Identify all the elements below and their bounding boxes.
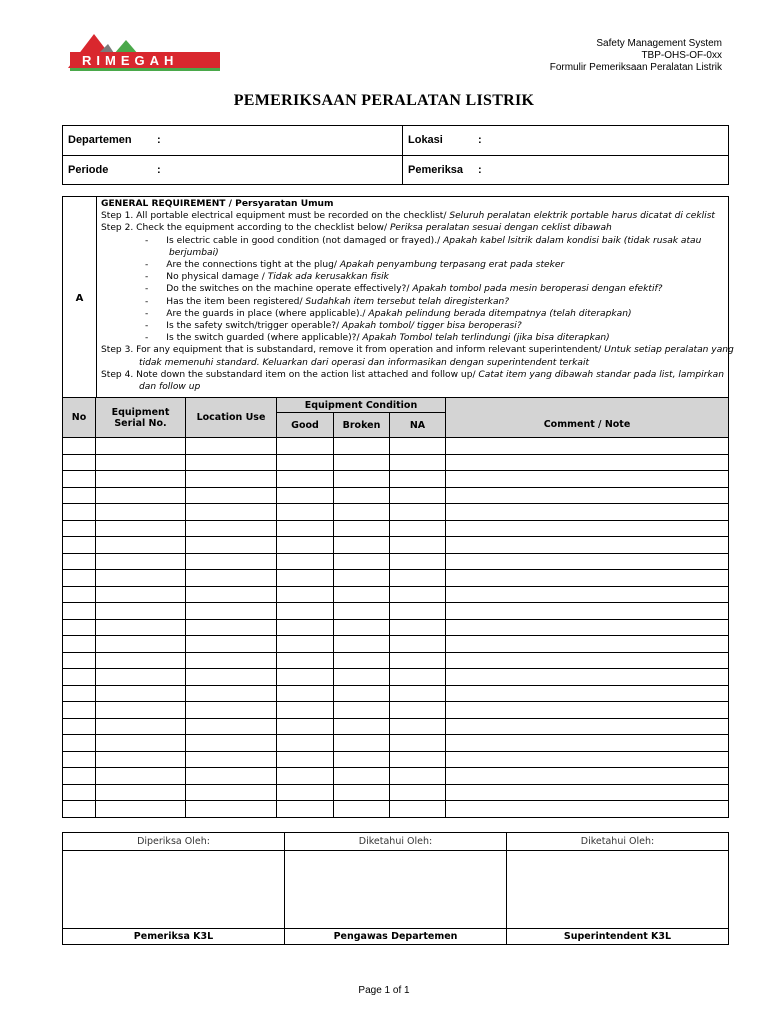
table-cell[interactable] [277, 454, 334, 471]
pemeriksa-colon: : [478, 164, 482, 176]
table-cell[interactable] [334, 768, 390, 785]
table-cell[interactable] [96, 784, 186, 801]
table-cell[interactable] [390, 487, 446, 504]
table-cell[interactable] [186, 669, 277, 686]
table-cell[interactable] [63, 718, 96, 735]
table-cell[interactable] [63, 520, 96, 537]
step-3: Step 3. For any equipment that is substandard, remove it from operation and inform relevant superintendent/ Untuk setiap peralatan yang [101, 345, 734, 356]
checklist-item: - Do the switches on the machine operate effectively?/ Apakah tombol pada mesin beroperasi dengan efektif? [145, 284, 663, 295]
table-cell[interactable] [390, 586, 446, 603]
table-cell[interactable] [96, 454, 186, 471]
table-cell[interactable] [334, 784, 390, 801]
table-row [63, 636, 729, 653]
table-cell[interactable] [186, 553, 277, 570]
table-cell[interactable] [390, 537, 446, 554]
checklist-item: - Is electric cable in good condition (not damaged or frayed)./ Apakah kabel lsitrik dalam kondisi baik (tidak rusak atau [145, 235, 702, 246]
known-by-label-2: Diketahui Oleh: [507, 833, 729, 851]
periode-colon: : [157, 164, 161, 176]
table-cell[interactable] [186, 454, 277, 471]
table-cell[interactable] [334, 669, 390, 686]
table-row [63, 504, 729, 521]
table-cell[interactable] [277, 570, 334, 587]
table-row [63, 454, 729, 471]
table-cell[interactable] [334, 586, 390, 603]
table-row [63, 669, 729, 686]
table-row [63, 487, 729, 504]
table-cell[interactable] [186, 570, 277, 587]
table-cell[interactable] [334, 702, 390, 719]
table-cell[interactable] [96, 801, 186, 818]
table-cell[interactable] [334, 454, 390, 471]
document-code: TBP-OHS-OF-0xx [641, 50, 722, 61]
table-cell[interactable] [96, 586, 186, 603]
table-cell[interactable] [186, 471, 277, 488]
table-cell[interactable] [390, 603, 446, 620]
requirements-heading: GENERAL REQUIREMENT / Persyaratan Umum [101, 199, 334, 209]
table-cell[interactable] [334, 735, 390, 752]
table-row [63, 702, 729, 719]
table-cell[interactable] [96, 685, 186, 702]
table-cell[interactable] [390, 718, 446, 735]
checklist-item: - Are the guards in place (where applicable)./ Apakah pelindung berada ditempatnya (telah diterapkan) [145, 308, 632, 319]
table-cell[interactable] [277, 801, 334, 818]
table-row [63, 586, 729, 603]
table-cell[interactable] [446, 784, 729, 801]
signature-box-3[interactable] [507, 851, 729, 929]
signature-table [62, 832, 729, 945]
table-cell[interactable] [390, 504, 446, 521]
periode-label: Periode [68, 164, 109, 176]
table-cell[interactable] [334, 553, 390, 570]
table-cell[interactable] [277, 751, 334, 768]
table-cell[interactable] [96, 718, 186, 735]
requirements-section [62, 196, 734, 398]
table-row [63, 801, 729, 818]
table-cell[interactable] [334, 487, 390, 504]
system-name: Safety Management System [596, 38, 722, 49]
table-cell[interactable] [186, 487, 277, 504]
company-logo [64, 28, 222, 76]
table-cell[interactable] [390, 520, 446, 537]
lokasi-colon: : [478, 134, 482, 146]
table-cell[interactable] [96, 487, 186, 504]
table-cell[interactable] [446, 487, 729, 504]
table-cell[interactable] [390, 438, 446, 455]
table-cell[interactable] [96, 669, 186, 686]
table-row [63, 471, 729, 488]
table-cell[interactable] [186, 537, 277, 554]
table-cell[interactable] [63, 735, 96, 752]
table-cell[interactable] [63, 685, 96, 702]
table-cell[interactable] [334, 619, 390, 636]
table-cell[interactable] [186, 768, 277, 785]
table-cell[interactable] [186, 735, 277, 752]
departemen-label: Departemen [68, 134, 132, 146]
info-box [62, 125, 729, 185]
table-cell[interactable] [334, 751, 390, 768]
table-cell[interactable] [96, 735, 186, 752]
table-cell[interactable] [63, 454, 96, 471]
table-cell[interactable] [446, 768, 729, 785]
table-cell[interactable] [446, 751, 729, 768]
table-cell[interactable] [63, 768, 96, 785]
departemen-colon: : [157, 134, 161, 146]
table-cell[interactable] [390, 702, 446, 719]
table-cell[interactable] [63, 751, 96, 768]
step-4: Step 4. Note down the substandard item on the action list attached and follow up/ Catat item yang dibawah standar pada list, lampirkan [101, 369, 724, 380]
table-cell[interactable] [446, 520, 729, 537]
table-cell[interactable] [96, 537, 186, 554]
table-cell[interactable] [277, 652, 334, 669]
table-cell[interactable] [63, 636, 96, 653]
table-cell[interactable] [334, 537, 390, 554]
table-cell[interactable] [186, 652, 277, 669]
table-cell[interactable] [186, 520, 277, 537]
table-cell[interactable] [96, 438, 186, 455]
table-cell[interactable] [277, 685, 334, 702]
col-no: No [63, 398, 96, 438]
table-cell[interactable] [334, 636, 390, 653]
table-cell[interactable] [390, 669, 446, 686]
table-cell[interactable] [446, 718, 729, 735]
table-cell[interactable] [390, 801, 446, 818]
signature-box-1[interactable] [63, 851, 285, 929]
table-row [63, 751, 729, 768]
section-letter: A [75, 293, 84, 304]
table-row [63, 718, 729, 735]
equipment-table [62, 397, 729, 818]
table-cell[interactable] [277, 619, 334, 636]
table-cell[interactable] [63, 504, 96, 521]
table-cell[interactable] [390, 553, 446, 570]
table-cell[interactable] [186, 718, 277, 735]
table-cell[interactable] [334, 438, 390, 455]
table-cell[interactable] [96, 768, 186, 785]
form-name: Formulir Pemeriksaan Peralatan Listrik [549, 62, 722, 73]
table-row [63, 784, 729, 801]
table-cell[interactable] [186, 751, 277, 768]
table-cell[interactable] [96, 553, 186, 570]
table-cell[interactable] [186, 784, 277, 801]
table-cell[interactable] [390, 636, 446, 653]
table-cell[interactable] [390, 619, 446, 636]
table-cell[interactable] [96, 504, 186, 521]
table-cell[interactable] [446, 471, 729, 488]
table-row [63, 735, 729, 752]
col-location: Location Use [186, 398, 277, 438]
document-header [550, 38, 722, 74]
table-cell[interactable] [277, 487, 334, 504]
table-cell[interactable] [277, 768, 334, 785]
table-cell[interactable] [63, 652, 96, 669]
table-row [63, 685, 729, 702]
table-cell[interactable] [277, 603, 334, 620]
table-cell[interactable] [277, 520, 334, 537]
table-cell[interactable] [334, 652, 390, 669]
table-cell[interactable] [186, 702, 277, 719]
table-cell[interactable] [63, 553, 96, 570]
table-cell[interactable] [96, 471, 186, 488]
table-cell[interactable] [446, 801, 729, 818]
table-cell[interactable] [334, 801, 390, 818]
page-number: Page 1 of 1 [358, 985, 410, 996]
table-row [63, 619, 729, 636]
table-cell[interactable] [96, 636, 186, 653]
col-serial: Equipment Serial No. [96, 398, 186, 438]
table-cell[interactable] [390, 471, 446, 488]
table-cell[interactable] [277, 438, 334, 455]
col-comment-top [446, 398, 729, 413]
table-row [63, 537, 729, 554]
table-cell[interactable] [390, 454, 446, 471]
table-row [63, 603, 729, 620]
col-good: Good [277, 413, 334, 438]
table-cell[interactable] [390, 685, 446, 702]
table-cell[interactable] [186, 603, 277, 620]
table-cell[interactable] [446, 537, 729, 554]
table-cell[interactable] [63, 487, 96, 504]
table-cell[interactable] [334, 471, 390, 488]
table-row [63, 768, 729, 785]
table-cell[interactable] [446, 603, 729, 620]
col-na: NA [390, 413, 446, 438]
table-cell[interactable] [63, 669, 96, 686]
step-1: Step 1. All portable electrical equipment must be recorded on the checklist/ Seluruh peralatan elektrik portable harus dicatat di ceklist [101, 211, 716, 222]
role-pemeriksa: Pemeriksa K3L [63, 929, 285, 945]
table-cell[interactable] [63, 702, 96, 719]
table-cell[interactable] [63, 603, 96, 620]
table-cell[interactable] [277, 636, 334, 653]
table-cell[interactable] [446, 685, 729, 702]
table-cell[interactable] [63, 471, 96, 488]
table-cell[interactable] [96, 751, 186, 768]
table-cell[interactable] [334, 504, 390, 521]
signature-box-2[interactable] [285, 851, 507, 929]
col-broken: Broken [334, 413, 390, 438]
table-cell[interactable] [390, 652, 446, 669]
page-title: PEMERIKSAAN PERALATAN LISTRIK [233, 92, 535, 109]
table-cell[interactable] [63, 801, 96, 818]
table-cell[interactable] [277, 702, 334, 719]
table-cell[interactable] [446, 553, 729, 570]
table-cell[interactable] [390, 768, 446, 785]
checklist-item: - Has the item been registered/ Sudahkah item tersebut telah diregisterkan? [145, 296, 510, 307]
checklist-item: - Is the switch guarded (where applicable)?/ Apakah Tombol telah terlindungi (jika bisa diterapkan) [145, 333, 610, 344]
table-cell[interactable] [334, 570, 390, 587]
checklist-items: - Is electric cable in good condition (not damaged or frayed)./ Apakah kabel lsitrik dalam kondisi baik (tidak rusak atau berjumbai) - Are the connections tight at the plug/ Apakah penyambung terpasang erat pada steker - No physical damage / Tidak ada kerusakkan fisik - Do the switches on the machine operate effectively?/ Apakah tombol pada mesin beroperasi dengan efektif? - Has the item been registered/ Sudahkah item tersebut telah diregisterkan? - Are the guards in place (where applicable)./ Apakah pelindung berada ditempatnya (telah diterapkan) - Is the safety switch/trigger operable?/ Apakah tombol/ tigger bisa beroperasi? - Is the switch guarded (where applicable)?/ Apakah Tombol telah terlindungi (jika bisa diterapkan) [101, 235, 724, 345]
table-row [63, 438, 729, 455]
table-cell[interactable] [334, 718, 390, 735]
table-cell[interactable] [390, 735, 446, 752]
table-cell[interactable] [96, 520, 186, 537]
table-row [63, 553, 729, 570]
table-cell[interactable] [96, 570, 186, 587]
table-cell[interactable] [96, 603, 186, 620]
table-cell[interactable] [96, 702, 186, 719]
table-cell[interactable] [446, 570, 729, 587]
table-cell[interactable] [96, 652, 186, 669]
table-cell[interactable] [277, 784, 334, 801]
table-row [63, 570, 729, 587]
checklist-item: - Are the connections tight at the plug/ Apakah penyambung terpasang erat pada steker [145, 260, 565, 271]
known-by-label-1: Diketahui Oleh: [285, 833, 507, 851]
table-cell[interactable] [446, 586, 729, 603]
table-cell[interactable] [277, 553, 334, 570]
table-cell[interactable] [186, 801, 277, 818]
table-cell[interactable] [446, 619, 729, 636]
requirements-text: GENERAL REQUIREMENT / Persyaratan Umum Step 1. All portable electrical equipment must be recorded on the checklist/ Seluruh peralatan elektrik portable harus dicatat di ceklist Step 2. Check the equipment according to the checklist below/ Periksa peralatan sesuai dengan ceklist dibawah - Is electric cable in good condition (not damaged or frayed)./ Apakah kabel lsitrik dalam kondisi baik (tidak rusak atau berjumbai) - Are the connections tight at the plug/ Apakah penyambung terpasang erat pada steker - No physical damage / Tidak ada kerusakkan fisik - Do the switches on the machine operate effectively?/ Apakah tombol pada mesin beroperasi dengan efektif? - Has the item been registered/ Sudahkah item tersebut telah diregisterkan? - Are the guards in place (where applicable)./ Apakah pelindung berada ditempatnya (telah diterapkan) - Is the safety switch/trigger operable?/ Apakah tombol/ tigger bisa beroperasi? - Is the switch guarded (where applicable)?/ Apakah Tombol telah terlindungi (jika bisa diterapkan) Step 3. For any equipment that is substandard, remove it from operation and inform relevant superintendent/ Untuk setiap peralatan yang tidak memenuhi standard. Keluarkan dari operasi dan informasikan dengan superintendent terkait Step 4. Note down the substandard item on the action list attached and follow up/ Catat item yang dibawah standar pada list, lampirkan dan follow up [101, 199, 734, 393]
table-cell[interactable] [186, 586, 277, 603]
table-cell[interactable] [277, 735, 334, 752]
checklist-item: - No physical damage / Tidak ada kerusakkan fisik [145, 272, 389, 283]
table-cell[interactable] [186, 685, 277, 702]
table-cell[interactable] [334, 603, 390, 620]
table-cell[interactable] [186, 636, 277, 653]
lokasi-label: Lokasi [408, 134, 443, 146]
table-cell[interactable] [277, 586, 334, 603]
table-row [63, 652, 729, 669]
table-cell[interactable] [277, 669, 334, 686]
table-cell[interactable] [277, 471, 334, 488]
table-cell[interactable] [63, 784, 96, 801]
table-cell[interactable] [63, 537, 96, 554]
table-cell[interactable] [446, 504, 729, 521]
table-cell[interactable] [96, 619, 186, 636]
step-2: Step 2. Check the equipment according to the checklist below/ Periksa peralatan sesuai dengan ceklist dibawah [101, 223, 612, 234]
table-cell[interactable] [334, 685, 390, 702]
table-cell[interactable] [390, 751, 446, 768]
table-cell[interactable] [63, 570, 96, 587]
col-comment: Comment / Note [446, 413, 729, 438]
table-cell[interactable] [277, 537, 334, 554]
table-row [63, 520, 729, 537]
table-cell[interactable] [63, 438, 96, 455]
table-cell[interactable] [277, 504, 334, 521]
table-cell[interactable] [446, 454, 729, 471]
table-cell[interactable] [446, 735, 729, 752]
logo-text: RIMEGAH [82, 53, 179, 68]
role-pengawas: Pengawas Departemen [285, 929, 507, 945]
table-cell[interactable] [390, 570, 446, 587]
table-cell[interactable] [446, 636, 729, 653]
table-cell[interactable] [390, 784, 446, 801]
table-cell[interactable] [186, 438, 277, 455]
table-cell[interactable] [63, 586, 96, 603]
col-condition: Equipment Condition [277, 398, 446, 413]
pemeriksa-label: Pemeriksa [408, 164, 464, 176]
table-cell[interactable] [186, 504, 277, 521]
table-cell[interactable] [277, 718, 334, 735]
checklist-item: - Is the safety switch/trigger operable?/ Apakah tombol/ tigger bisa beroperasi? [145, 321, 522, 332]
table-cell[interactable] [446, 669, 729, 686]
table-cell[interactable] [186, 619, 277, 636]
table-cell[interactable] [446, 702, 729, 719]
table-cell[interactable] [446, 652, 729, 669]
role-superintendent: Superintendent K3L [507, 929, 729, 945]
checked-by-label: Diperiksa Oleh: [63, 833, 285, 851]
table-cell[interactable] [334, 520, 390, 537]
table-cell[interactable] [63, 619, 96, 636]
table-cell[interactable] [446, 438, 729, 455]
